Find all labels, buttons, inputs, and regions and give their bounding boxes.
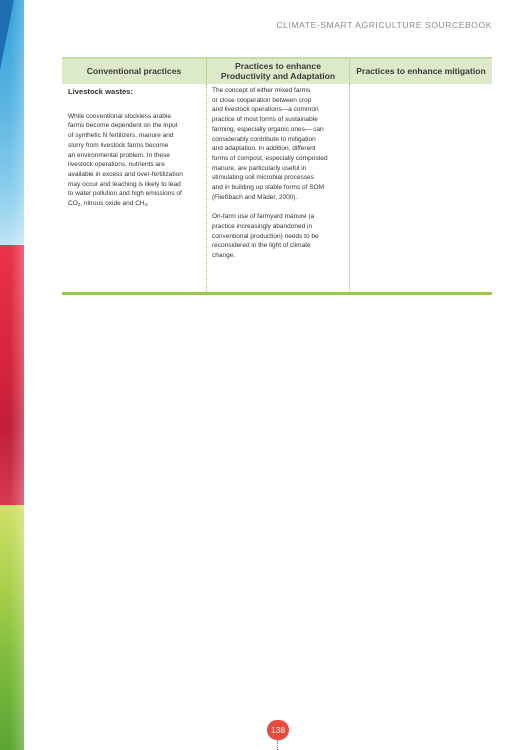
text-line: The concept of either mixed farms [212, 87, 311, 94]
cell-mitigation [349, 84, 492, 292]
page-number-dotted-line [277, 740, 278, 750]
text-line: an environmental problem. In these [68, 151, 170, 159]
text-line: practice of most forms of sustainable [212, 116, 318, 124]
text-line: While conventional stockless arable [68, 112, 171, 120]
text-line: farms become dependent on the input [68, 122, 178, 130]
text-line: practice increasingly abandoned in [212, 222, 313, 230]
text-line: may occur and leaching is likely to lead [68, 180, 181, 188]
side-band-shade [10, 0, 24, 750]
text-line: and in building up stable forms of SOM [212, 184, 325, 192]
practices-table [62, 57, 492, 295]
page-number-badge: 138 [267, 720, 289, 740]
text-line: and adaptation. In addition, different [212, 145, 316, 153]
text-line: slurry from livestock farms become [68, 141, 169, 149]
text-line: conventional production) needs to be [212, 232, 319, 240]
text-period: . [147, 200, 149, 208]
text-line: available in excess and over-fertilization [68, 170, 183, 178]
cell-productivity-adaptation [206, 84, 349, 292]
header-productivity-adaptation-text: Practices to enhance Productivity and Adaptation [220, 60, 336, 81]
cell-heading-livestock-wastes: Livestock wastes: [68, 87, 133, 96]
header-mitigation: Practices to enhance mitigation [349, 59, 492, 84]
text-line: reconsidered in the light of climate [212, 242, 311, 250]
text-line: of synthetic N fertilizers, manure and [68, 132, 174, 140]
cell-conventional [62, 84, 206, 292]
text-line: or close cooperation between crop [212, 96, 312, 104]
text-co: CO [68, 200, 78, 208]
text-line: stimulating soil microbial processes [212, 174, 314, 182]
text-nitrous-oxide: , nitrous oxide and CH [80, 200, 145, 208]
text-line: (Fließbach and Mäder, 2000). [212, 193, 298, 201]
text-line: manure, are particularly useful in [212, 164, 307, 172]
header-productivity-adaptation [206, 59, 349, 84]
text-line: livestock operations, nutrients are [68, 161, 165, 169]
subscript-4: 4 [144, 202, 148, 208]
text-line: forms of compost, especially composted [212, 154, 328, 162]
text-line: On-farm use of farmyard manure (a [212, 213, 315, 221]
header-conventional-practices: Conventional practices [86, 65, 182, 76]
text-line: considerably contribute to mitigation [212, 135, 316, 143]
table-row [62, 84, 492, 295]
text-line: farming, especially organic ones— can [212, 125, 324, 133]
text-line: to water pollution and high emissions of [68, 190, 182, 198]
text-line-emissions [68, 199, 202, 210]
paragraph-gap [212, 202, 345, 212]
text-line: and livestock operations—a common [212, 106, 319, 114]
table-header-row [62, 57, 492, 84]
decorative-side-band [0, 0, 24, 750]
running-head: CLIMATE-SMART AGRICULTURE SOURCEBOOK [276, 20, 492, 30]
subscript-2: 2 [77, 202, 81, 208]
text-line: change. [212, 251, 236, 259]
